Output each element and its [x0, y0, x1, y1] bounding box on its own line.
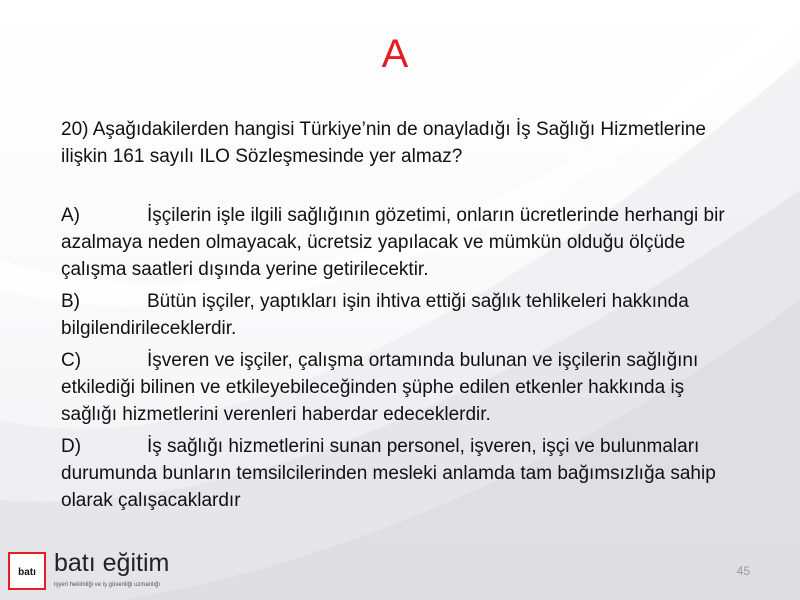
company-logo [0, 544, 200, 600]
option-letter: D) [61, 436, 82, 457]
logo-mark [8, 552, 46, 590]
slide-content [61, 116, 741, 519]
option-letter: B) [61, 291, 80, 312]
logo-name: batı eğitim [54, 549, 170, 577]
option-d [61, 433, 741, 514]
logo-tagline: işyeri hekimliği ve iş güvenliği uzmanlığı [54, 582, 161, 588]
option-text: İşveren ve işçiler, çalışma ortamında bulunan ve işçilerin sağlığını etkilediği bilinen ve etkileyebileceğinden şüphe edilen etkenler hakkında iş sağlığı hizmetlerini verenleri haberdar edeceklerdir. [61, 350, 699, 425]
option-text: İş sağlığı hizmetlerini sunan personel, işveren, işçi ve bulunmaları durumunda bunların temsilcilerinden mesleki anlamda tam bağımsızlığa sahip olarak çalışacaklardır [61, 436, 716, 511]
option-b [61, 288, 741, 342]
option-letter: C) [61, 350, 82, 371]
page-number: 45 [736, 564, 750, 578]
logo-mark-text: batı [18, 567, 36, 578]
option-text: İşçilerin işle ilgili sağlığının gözetimi, onların ücretlerinde herhangi bir azalmaya neden olmayacak, ücretsiz yapılacak ve mümkün olduğu ölçüde çalışma saatleri dışında yerine getirilecektir. [61, 205, 725, 280]
option-letter: A) [61, 205, 80, 226]
question-text: 20) Aşağıdakilerden hangisi Türkiye’nin de onayladığı İş Sağlığı Hizmetlerine ilişkin 161 sayılı ILO Sözleşmesinde yer almaz? [61, 119, 706, 167]
option-c [61, 347, 741, 428]
slide-title: A [381, 32, 409, 76]
option-a [61, 202, 741, 283]
option-text: Bütün işçiler, yaptıkları işin ihtiva ettiği sağlık tehlikeleri hakkında bilgilendirileceklerdir. [61, 291, 689, 339]
